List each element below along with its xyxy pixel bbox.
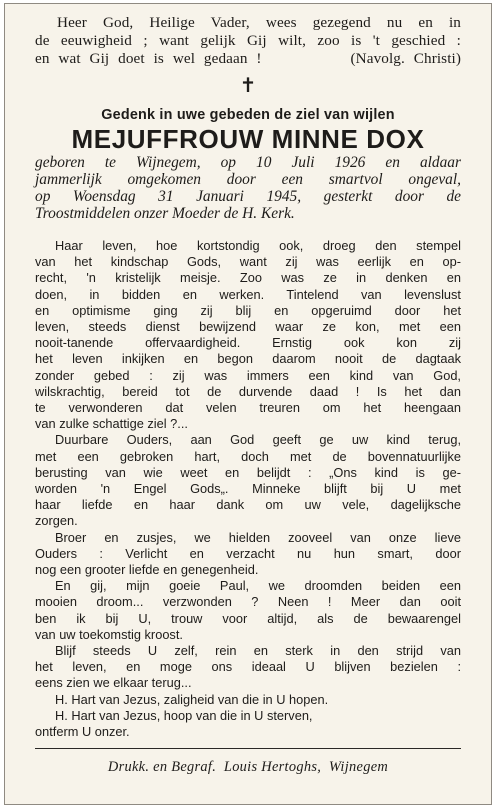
prayer-line: Heer God, Heilige Vader, wees gezegend nu en in	[57, 14, 461, 31]
bio-line: H. Hart van Jezus, zaligheid van die in U hopen.	[55, 691, 329, 707]
bio-line: worden 'n Engel Gods„. Minneke blijft bij U met	[35, 481, 461, 497]
bio-line: Duurbare Ouders, aan God geeft ge uw kind terug,	[55, 432, 461, 448]
details-line: jammerlijk omgekomen door een smartvol ongeval,	[35, 171, 461, 188]
printer-credit: Drukk. en Begraf. Louis Hertoghs, Wijnegem	[35, 748, 461, 776]
prayer-line: en wat Gij doet is wel gedaan ! (Navolg. Christi)	[35, 50, 461, 67]
remembrance-heading: Gedenk in uwe gebeden de ziel van wijlen	[101, 107, 395, 123]
memorial-card	[4, 3, 492, 805]
bio-line: van zulke schattige ziel ?...	[35, 416, 188, 432]
deceased-name: MEJUFFROUW MINNE DOX	[71, 124, 425, 154]
bio-line: van het kindschap Gods, want zij was eerlijk en op-	[35, 254, 461, 270]
details-line: geboren te Wijnegem, op 10 Juli 1926 en aldaar	[35, 154, 461, 171]
birth-death-details	[35, 154, 461, 222]
bio-line: zonder gebed : zij was immers een kind van God,	[35, 367, 461, 383]
bio-line: eens zien we elkaar terug...	[35, 675, 192, 691]
prayer-line: de eeuwigheid ; want gelijk Gij wilt, zoo is 't geschied :	[35, 32, 461, 49]
bio-line: Haar leven, hoe kortstondig ook, droeg den stempel	[55, 238, 461, 253]
bio-line: te verwonderen dat velen treuren om het heengaan	[35, 400, 461, 416]
opening-prayer	[35, 14, 461, 68]
bio-line: het leven, en moge ons ideaal U blijven bezielen :	[35, 659, 461, 675]
bio-line: zorgen.	[35, 513, 78, 529]
bio-line: nooit-tanende offervaardigheid. Ernstig ook kon zij	[35, 335, 461, 351]
bio-line: het leven inkijken en begon daarom nooit de dagtaak	[35, 351, 461, 367]
bio-line: mooien droom... verzwonden ? Neen ! Meer dan ooit	[35, 594, 461, 610]
bio-line: ontferm U onzer.	[35, 724, 130, 740]
bio-line: Broer en zusjes, we hielden zooveel van onze lieve	[55, 529, 461, 545]
bio-line: ben ik bij U, trouw voor altijd, als de bewaarengel	[35, 610, 461, 626]
cross-icon: ✝	[239, 73, 257, 97]
bio-line: van uw toekomstig kroost.	[35, 626, 183, 642]
details-line: op Woensdag 31 Januari 1945, gesterkt door de	[35, 188, 461, 205]
bio-line: berusting van wie weet en belijdt : „Ons kind is ge-	[35, 464, 461, 480]
biography-text	[35, 238, 461, 740]
bio-line: Blijf steeds U zelf, rein en sterk in den strijd van	[55, 643, 461, 659]
bio-line: met een gebroken hart, doch met de bovennatuurlijke	[35, 448, 461, 464]
details-line: Troostmiddelen onzer Moeder de H. Kerk.	[35, 205, 295, 222]
bio-line: recht, 'n kristelijk meisje. Zoo was ze in denken en	[35, 270, 461, 286]
card-content	[35, 14, 461, 740]
bio-line: haar liefde en haar dank om uw vele, dagelijksche	[35, 497, 461, 513]
bio-line: En gij, mijn goeie Paul, we droomden beiden een	[55, 578, 461, 594]
bio-line: leven, steeds dienst bewijzend waar ze kon, met een	[35, 319, 461, 335]
bio-line: nog een grooter liefde en genegenheid.	[35, 562, 259, 578]
bio-line: doen, in bidden en werken. Tintelend van levenslust	[35, 286, 461, 302]
bio-line: wilskrachtig, bereid tot de durvende daad ! Is het dan	[35, 383, 461, 399]
bio-line: Ouders : Verlicht en verzacht nu hun smart, door	[35, 545, 461, 561]
bio-line: H. Hart van Jezus, hoop van die in U sterven,	[55, 707, 313, 723]
bio-line: en optimisme ging zij blij en opgeruimd door het	[35, 302, 461, 318]
